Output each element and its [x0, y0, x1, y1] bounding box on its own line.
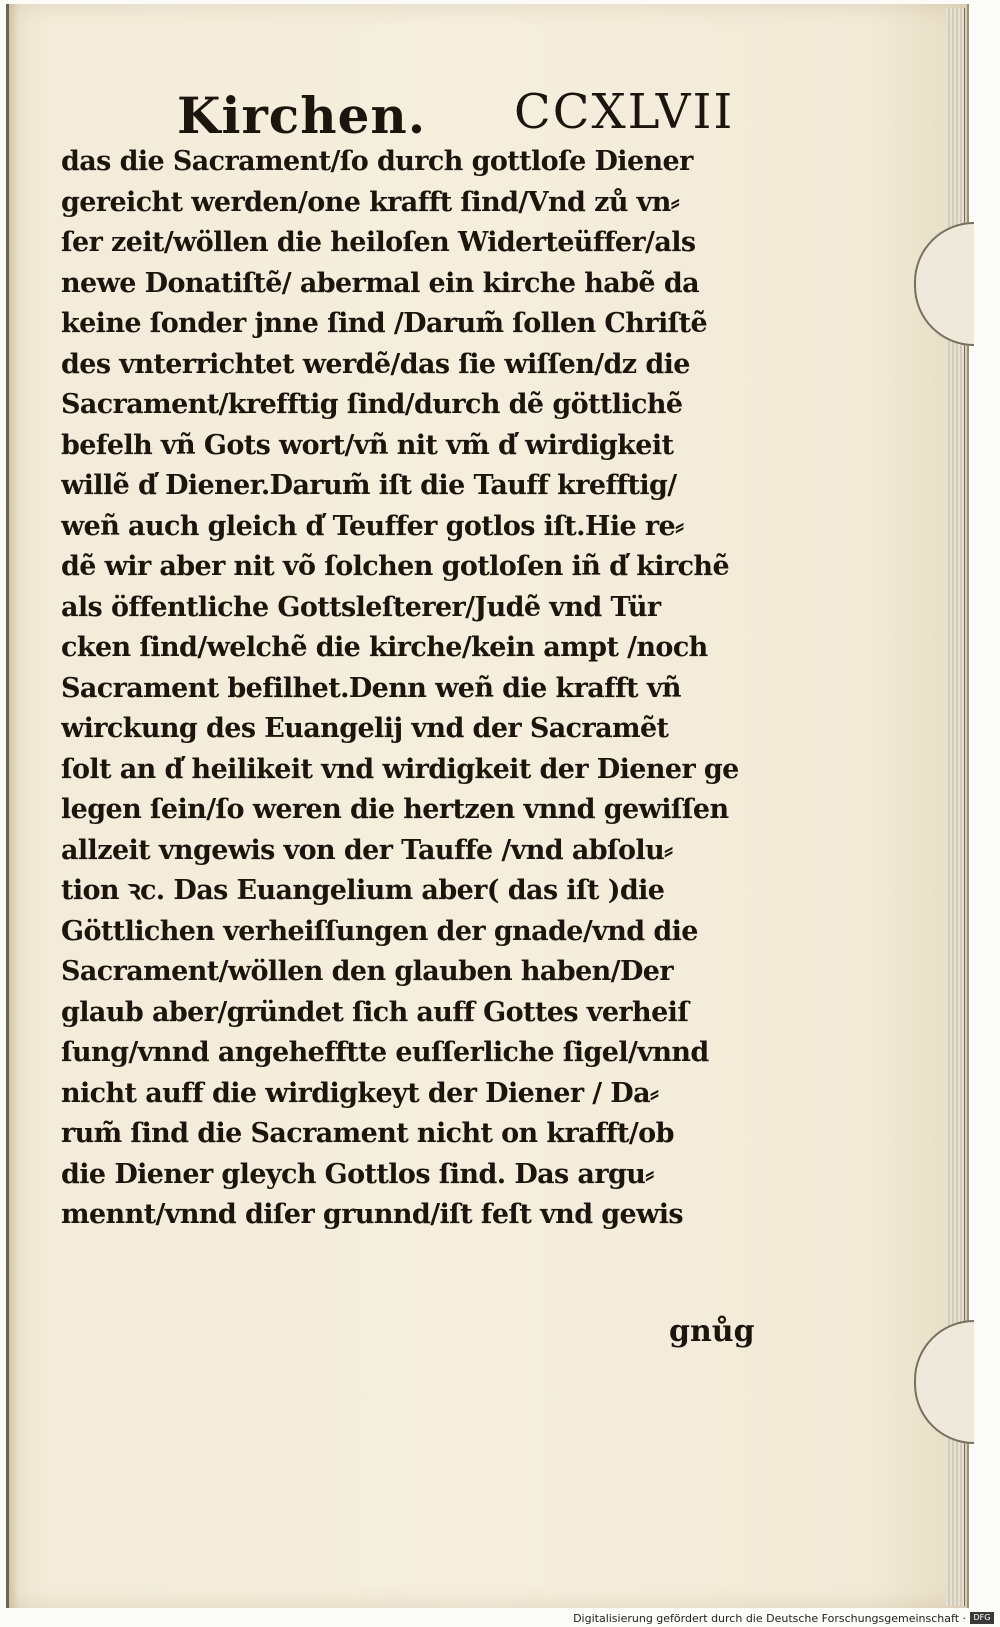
- text-line: Göttlichen verheiſſungen der gnade/vnd die: [61, 915, 698, 947]
- text-line: allzeit vngewis von der Tauffe /vnd abſolu⸗: [61, 834, 673, 866]
- text-line: ſer zeit/wöllen die heiloſen Widerteüffer/als: [61, 227, 696, 258]
- text-line: die Diener gleych Gottlos ſind. Das argu⸗: [61, 1158, 654, 1190]
- text-line: keine ſonder jnne ſind /Darum̃ ſollen Chriſtẽ: [61, 308, 708, 339]
- text-line: wirckung des Euangelij vnd der Sacramẽt: [61, 713, 669, 744]
- text-line: ſung/vnnd angehefftte euſſerliche ſigel/vnnd: [61, 1037, 709, 1068]
- text-line: rum̃ ſind die Sacrament nicht on krafft/ob: [61, 1118, 674, 1149]
- text-line: willẽ d̕ Diener.Darum̃ iſt die Tauff krefftig/: [61, 470, 677, 501]
- text-line: Sacrament/wöllen den glauben haben/Der: [61, 956, 673, 987]
- text-line: als öffentliche Gottsleſterer/Judẽ vnd Tür: [61, 591, 661, 623]
- page-body-text: [61, 142, 761, 1236]
- text-line: newe Donatiſtẽ/ abermal ein kirche habẽ da: [61, 267, 699, 299]
- text-line: weñ auch gleich d̕ Teuffer gotlos iſt.Hie re⸗: [61, 510, 684, 542]
- text-line: glaub aber/gründet ſich auff Gottes verheiſ: [61, 996, 689, 1028]
- text-line: Sacrament/krefftig ſind/durch dẽ göttlichẽ: [61, 389, 683, 420]
- dfg-logo: DFG: [970, 1612, 994, 1624]
- text-line: tion ꝛc. Das Euangelium aber( das iſt )die: [61, 875, 665, 906]
- text-line: das die Sacrament/ſo durch gottloſe Diener: [61, 146, 693, 177]
- text-line: mennt/vnnd diſer grunnd/iſt feſt vnd gewis: [61, 1199, 684, 1230]
- text-line: dẽ wir aber nit võ ſolchen gotloſen iñ d̕ kirchẽ: [61, 551, 730, 582]
- digitization-credit: Digitalisierung gefördert durch die Deutsche Forschungsgemeinschaft ·: [573, 1612, 966, 1625]
- folio-number: CCXLVII: [514, 84, 735, 140]
- running-title: Kirchen.: [177, 86, 427, 145]
- text-line: cken ſind/welchẽ die kirche/kein ampt /noch: [61, 632, 708, 663]
- text-line: befelh vñ Gots wort/vñ nit vm̃ d̕ wirdigkeit: [61, 429, 674, 461]
- text-line: legen ſein/ſo weren die hertzen vnnd gewiſſen: [61, 794, 729, 825]
- text-line: Sacrament befilhet.Denn weñ die krafft vñ: [61, 672, 681, 704]
- text-line: des vnterrichtet werdẽ/das ſie wiſſen/dz die: [61, 348, 690, 380]
- book-page: [6, 4, 969, 1608]
- catchword: gnůg: [669, 1314, 755, 1349]
- text-line: ſolt an d̕ heilikeit vnd wirdigkeit der Diener ge: [61, 753, 739, 785]
- text-line: nicht auff die wirdigkeyt der Diener / Da⸗: [61, 1077, 659, 1109]
- text-line: gereicht werden/one krafft ſind/Vnd zů vn⸗: [61, 186, 680, 218]
